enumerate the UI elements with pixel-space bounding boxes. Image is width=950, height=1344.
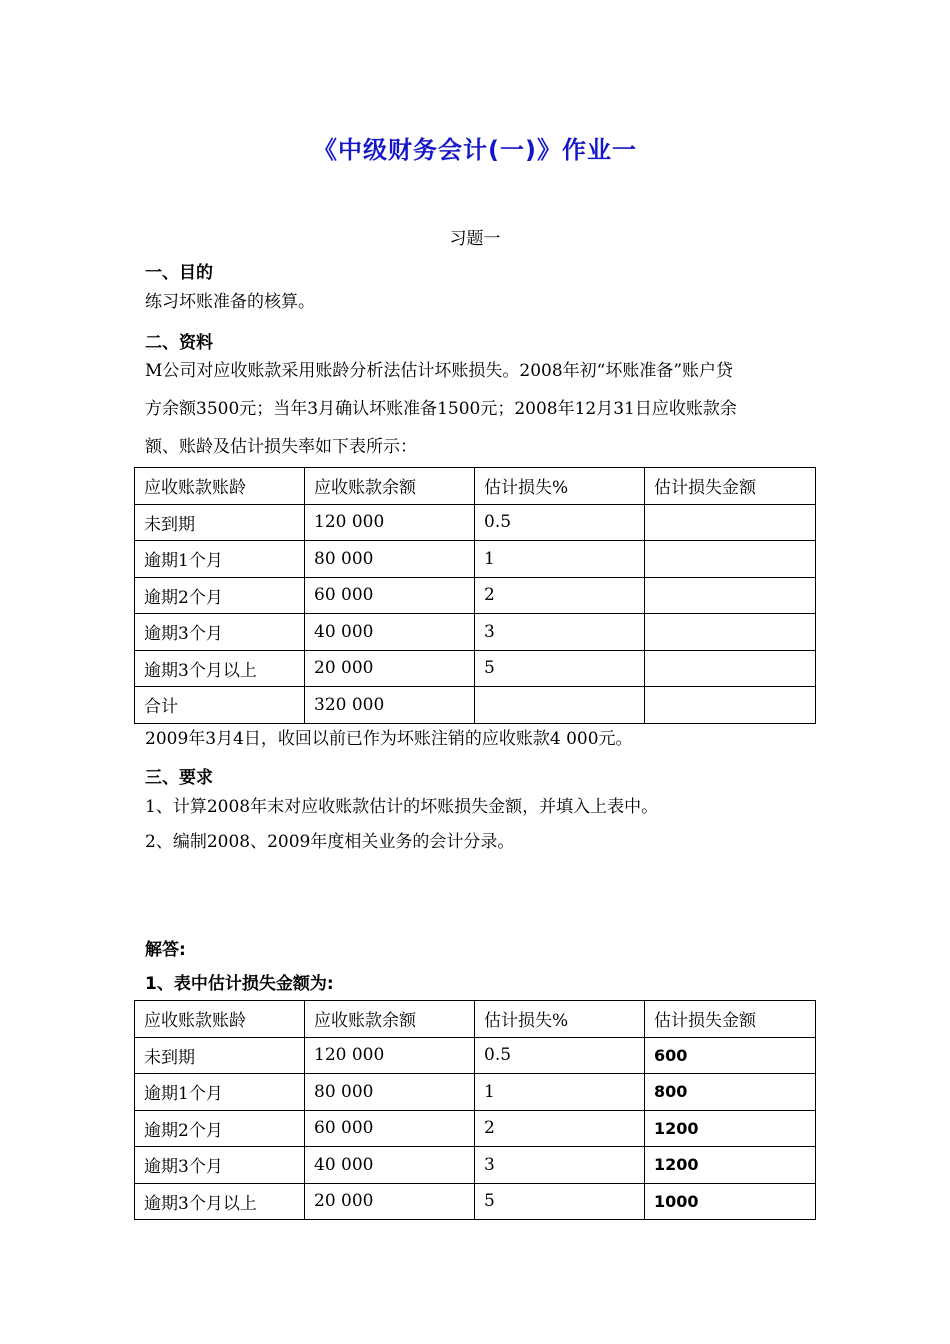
table-cell (475, 687, 645, 724)
requirement-item: 2、编制2008、2009年度相关业务的会计分录。 (145, 832, 515, 852)
table-header-row (135, 468, 816, 505)
section-material-heading: 二、资料 (145, 333, 213, 353)
table-row (135, 1183, 816, 1220)
document-title: 《中级财务会计(一)》作业一 (313, 136, 637, 164)
table-cell: 120 000 (305, 1037, 475, 1074)
table-header-cell: 估计损失% (475, 468, 645, 505)
loss-amount-cell: 1200 (645, 1147, 816, 1184)
answer-table (134, 1000, 816, 1220)
table-cell: 3 (475, 614, 645, 651)
table-cell: 逾期3个月以上 (135, 1183, 305, 1220)
table-cell: 20 000 (305, 650, 475, 687)
table-row (135, 541, 816, 578)
table-header-cell: 应收账款账龄 (135, 468, 305, 505)
table-row (135, 650, 816, 687)
table-cell: 逾期3个月 (135, 614, 305, 651)
table-cell: 5 (475, 1183, 645, 1220)
table-cell: 未到期 (135, 1037, 305, 1074)
table-cell: 3 (475, 1147, 645, 1184)
paragraph-line: M公司对应收账款采用账龄分析法估计坏账损失。2008年初“坏账准备”账户贷 (145, 361, 734, 381)
table-cell: 合计 (135, 687, 305, 724)
table-cell: 80 000 (305, 541, 475, 578)
table-cell (645, 650, 816, 687)
section-purpose-heading: 一、目的 (145, 263, 213, 283)
table-row (135, 614, 816, 651)
recovery-note: 2009年3月4日，收回以前已作为坏账注销的应收账款4 000元。 (145, 729, 633, 749)
table-cell (645, 577, 816, 614)
table-cell: 320 000 (305, 687, 475, 724)
table-cell: 逾期3个月 (135, 1147, 305, 1184)
table-cell: 0.5 (475, 1037, 645, 1074)
exercise-heading: 习题一 (449, 229, 501, 249)
table-header-cell: 估计损失金额 (645, 1001, 816, 1038)
table-row (135, 1147, 816, 1184)
loss-amount-cell: 1200 (645, 1110, 816, 1147)
table-cell: 未到期 (135, 504, 305, 541)
table-cell: 20 000 (305, 1183, 475, 1220)
loss-amount-cell: 600 (645, 1037, 816, 1074)
section-purpose-text: 练习坏账准备的核算。 (145, 292, 315, 312)
table-cell (645, 504, 816, 541)
answer-subheading: 1、表中估计损失金额为: (145, 974, 334, 994)
table-cell: 120 000 (305, 504, 475, 541)
requirement-item: 1、计算2008年末对应收账款估计的坏账损失金额，并填入上表中。 (145, 797, 659, 817)
table-cell: 1 (475, 541, 645, 578)
table-header-row (135, 1001, 816, 1038)
table-cell: 逾期3个月以上 (135, 650, 305, 687)
section-requirements-heading: 三、要求 (145, 768, 213, 788)
table-row (135, 1037, 816, 1074)
table-row (135, 577, 816, 614)
table-cell (645, 541, 816, 578)
section-material-paragraph (145, 352, 815, 466)
table-cell: 40 000 (305, 1147, 475, 1184)
paragraph-line: 方余额3500元；当年3月确认坏账准备1500元；2008年12月31日应收账款余 (145, 399, 737, 419)
table-cell: 2 (475, 577, 645, 614)
table-cell: 60 000 (305, 1110, 475, 1147)
table-cell: 80 000 (305, 1074, 475, 1111)
table-cell: 1 (475, 1074, 645, 1111)
table-cell: 40 000 (305, 614, 475, 651)
table-header-cell: 估计损失金额 (645, 468, 816, 505)
table-row (135, 504, 816, 541)
table-cell: 逾期2个月 (135, 577, 305, 614)
table-cell: 逾期1个月 (135, 541, 305, 578)
table-total-row (135, 687, 816, 724)
aging-table (134, 467, 816, 724)
table-cell: 5 (475, 650, 645, 687)
loss-amount-cell: 800 (645, 1074, 816, 1111)
table-cell: 60 000 (305, 577, 475, 614)
table-row (135, 1074, 816, 1111)
table-cell: 逾期2个月 (135, 1110, 305, 1147)
table-cell: 逾期1个月 (135, 1074, 305, 1111)
table-header-cell: 应收账款账龄 (135, 1001, 305, 1038)
table-row (135, 1110, 816, 1147)
table-header-cell: 估计损失% (475, 1001, 645, 1038)
table-header-cell: 应收账款余额 (305, 1001, 475, 1038)
table-header-cell: 应收账款余额 (305, 468, 475, 505)
answer-heading: 解答: (145, 940, 186, 960)
table-cell: 0.5 (475, 504, 645, 541)
paragraph-line: 额、账龄及估计损失率如下表所示： (145, 437, 417, 457)
table-cell: 2 (475, 1110, 645, 1147)
table-cell (645, 687, 816, 724)
loss-amount-cell: 1000 (645, 1183, 816, 1220)
table-cell (645, 614, 816, 651)
